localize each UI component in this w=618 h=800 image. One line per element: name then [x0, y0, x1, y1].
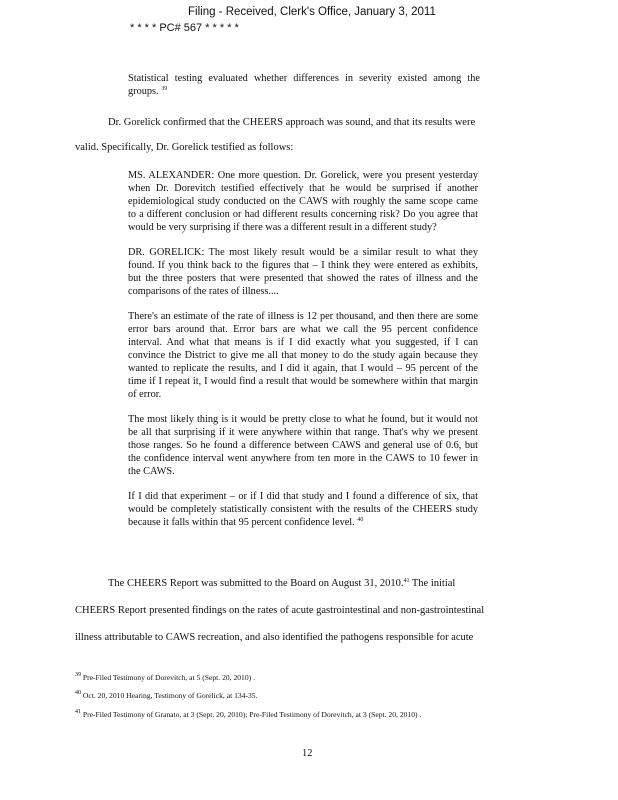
footnote-ref-40: 40 — [357, 517, 364, 523]
footnote-41-ref: 41 — [75, 709, 81, 715]
para2-line2: CHEERS Report presented findings on the rates of acute gastrointestinal and non-gastrointestinal — [75, 605, 485, 616]
filing-header: Filing - Received, Clerk's Office, January 3, 2011 — [188, 6, 436, 18]
top-quote — [128, 72, 480, 98]
testimony-block — [128, 169, 478, 529]
testimony-answer-4 — [128, 490, 478, 529]
page-number: 12 — [302, 748, 313, 759]
para1-line2: valid. Specifically, Dr. Gorelick testified as follows: — [75, 142, 294, 153]
footnote-39 — [75, 673, 255, 682]
footnote-41-text: Pre-Filed Testimony of Granato, at 3 (Sept. 20, 2010); Pre-Filed Testimony of Dorevitch, at 3 (Sept. 20, 2010) . — [82, 710, 422, 719]
testimony-answer-1: DR. GORELICK: The most likely result would be a similar result to what they found. If you think back to the figures that – I think they were entered as exhibits, but the three posters that were presented that showed the rates of illness and the comparisons of the rates of illness.... — [128, 247, 478, 297]
pc-number-header: * * * * PC# 567 * * * * * — [130, 22, 239, 34]
testimony-answer-4-text: If I did that experiment – or if I did that study and I found a difference of six, that would be completely statistically consistent with the results of the CHEERS study because it falls within that 95 percent confidence level. — [128, 491, 478, 528]
footnote-40-ref: 40 — [75, 690, 81, 696]
para1-line1: Dr. Gorelick confirmed that the CHEERS approach was sound, and that its results were — [108, 117, 476, 128]
testimony-answer-3: The most likely thing is it would be pretty close to what he found, but it would not be all that surprising if it were anywhere within that range. That's why we present those ranges. So he found a difference between CAWS and general use of 0.6, but the confidence interval went anywhere from ten more in the CAWS to 10 fewer in the CAWS. — [128, 414, 478, 477]
para2-line1-text: The CHEERS Report was submitted to the Board on August 31, 2010. — [108, 578, 404, 589]
footnote-39-ref: 39 — [75, 672, 81, 678]
para2-line1-rest: The initial — [409, 578, 456, 589]
footnote-40-text: Oct. 20, 2010 Hearing, Testimony of Gorelick, at 134-35. — [82, 691, 258, 700]
footnote-40 — [75, 691, 258, 700]
footnote-39-text: Pre-Filed Testimony of Dorevitch, at 5 (Sept. 20, 2010) . — [82, 673, 255, 682]
top-quote-text: Statistical testing evaluated whether differences in severity existed among the groups. — [128, 73, 480, 97]
para2-line3: illness attributable to CAWS recreation, and also identified the pathogens responsible for acute — [75, 632, 474, 643]
testimony-answer-2: There's an estimate of the rate of illness is 12 per thousand, and then there are some error bars around that. Error bars are what we call the 95 percent confidence interval. And what that means is if I did exactly what you suggested, if I can convince the District to give me all that money to do the study again because they wanted to replicate the results, and I did it again, that I would – 95 percent of the time if I repeat it, I would find a result that would be somewhere within that margin of error. — [128, 311, 478, 400]
footnote-ref-39: 39 — [161, 86, 168, 92]
para2-line1 — [108, 578, 455, 589]
footnote-ref-41: 41 — [403, 578, 410, 584]
testimony-question: MS. ALEXANDER: One more question. Dr. Gorelick, were you present yesterday when Dr. Dorevitch testified effectively that he would be surprised if another epidemiological study conducted on the CAWS with roughly the same scope came to a different conclusion or had different results concerning risk? Do you agree that would be very surprising if there was a different result in a different study? — [128, 170, 478, 233]
footnote-41 — [75, 710, 421, 719]
